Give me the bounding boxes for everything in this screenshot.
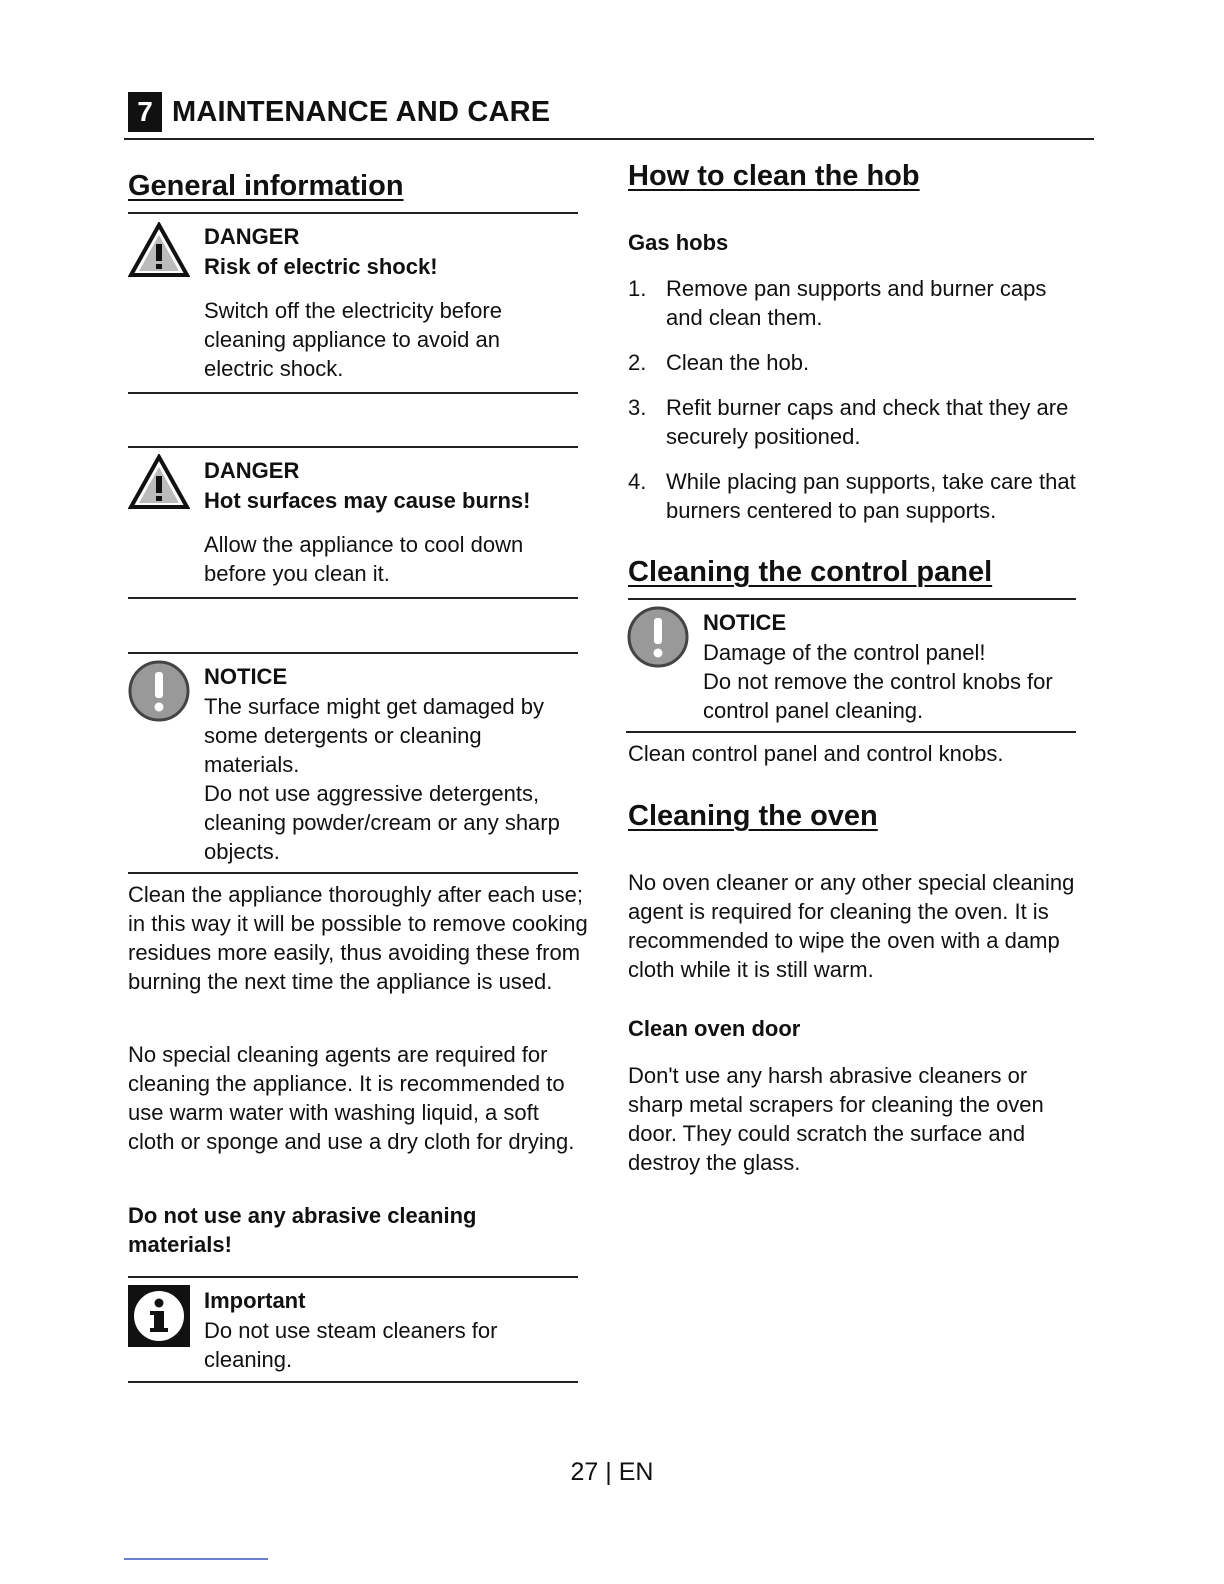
step-number: 2. [628,350,647,375]
notice-exclamation-icon [627,606,689,668]
step-text: Refit burner caps and check that they are securely positioned. [666,395,1069,449]
divider [128,652,578,654]
header-divider [124,138,1094,140]
divider [626,731,1076,733]
important-box [204,1286,574,1374]
step-text: Remove pan supports and burner caps and clean them. [666,276,1047,330]
abrasive-warning: Do not use any abrasive cleaning materials! [128,1203,477,1257]
notice-text: Do not remove the control knobs for control panel cleaning. [703,669,1053,723]
step-text: While placing pan supports, take care that burners centered to pan supports. [666,469,1076,523]
list-item [628,348,1088,377]
info-icon [128,1285,190,1347]
general-information-heading: General information [128,170,404,202]
page-number: 27 [570,1458,599,1486]
divider [128,392,578,394]
divider [128,1381,578,1383]
paragraph: Clean the appliance thoroughly after each use; in this way it will be possible to remove cooking residues more easily, thus avoiding these from burning the next time the appliance is used. [128,882,588,994]
notice-text: Do not use aggressive detergents, cleaning powder/cream or any sharp objects. [204,781,560,864]
section-header [128,92,550,132]
notice-text: Damage of the control panel! [703,640,986,665]
paragraph: No oven cleaner or any other special cleaning agent is required for cleaning the oven. It is recommended to wipe the oven with a damp cloth while it is still warm. [628,870,1075,982]
divider [128,212,578,214]
divider [128,872,578,874]
page-footer [0,1458,1224,1487]
notice-title: NOTICE [204,664,288,689]
paragraph: No special cleaning agents are required for cleaning the appliance. It is recommended to use warm water with washing liquid, a soft cloth or sponge and use a dry cloth for drying. [128,1042,575,1154]
notice-box-surface [204,662,578,866]
list-item [628,467,1088,525]
notice-text: The surface might get damaged by some detergents or cleaning materials. [204,694,544,777]
divider [128,1276,578,1278]
step-number: 3. [628,395,647,420]
warning-triangle-icon [128,454,190,510]
notice-box-panel [703,608,1075,725]
language-code: EN [618,1458,654,1486]
danger-text: Switch off the electricity before cleaning appliance to avoid an electric shock. [204,298,502,381]
step-text: Clean the hob. [666,350,810,375]
danger-subtitle: Risk of electric shock! [204,254,438,279]
step-number: 1. [628,276,647,301]
footer-separator: | [605,1458,612,1486]
notice-title: NOTICE [703,610,787,635]
notice-exclamation-icon [128,660,190,722]
cleaning-steps [628,274,1088,541]
divider [628,598,1076,600]
warning-triangle-icon [128,222,190,278]
section-number: 7 [128,92,162,132]
danger-text: Allow the appliance to cool down before you clean it. [204,532,524,586]
danger-box-shock [204,222,574,383]
danger-title: DANGER [204,224,300,249]
paragraph: Don't use any harsh abrasive cleaners or sharp metal scrapers for cleaning the oven door. They could scratch the surface and destroy the glass. [628,1063,1044,1175]
footer-link-underline [124,1558,268,1560]
list-item [628,274,1088,332]
list-item [628,393,1088,451]
danger-box-burns [204,456,574,588]
gas-hobs-heading: Gas hobs [628,230,729,255]
clean-hob-heading: How to clean the hob [628,160,920,192]
divider [128,446,578,448]
danger-title: DANGER [204,458,300,483]
clean-oven-heading: Cleaning the oven [628,800,878,832]
important-text: Do not use steam cleaners for cleaning. [204,1318,498,1372]
step-number: 4. [628,469,647,494]
oven-door-heading: Clean oven door [628,1016,801,1041]
divider [128,597,578,599]
paragraph: Clean control panel and control knobs. [628,741,1004,766]
danger-subtitle: Hot surfaces may cause burns! [204,488,531,513]
section-title: MAINTENANCE AND CARE [172,95,551,128]
important-title: Important [204,1288,306,1313]
control-panel-heading: Cleaning the control panel [628,556,993,588]
